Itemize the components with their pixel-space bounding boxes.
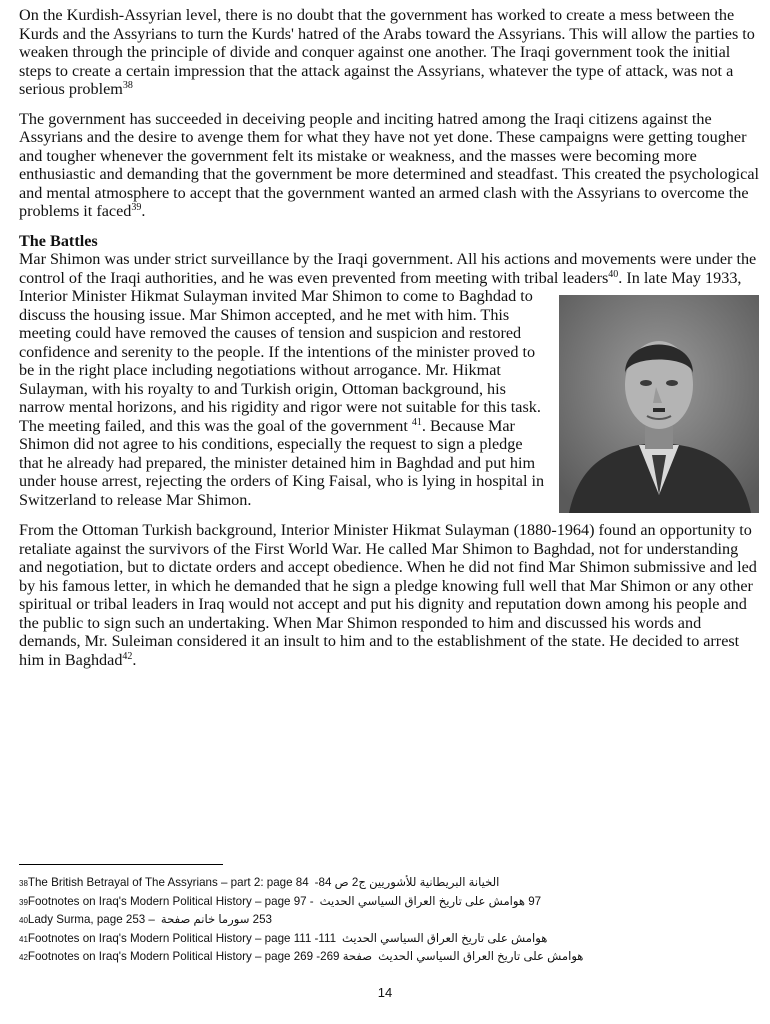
paragraph-4-tail: . (132, 650, 137, 669)
paragraph-2 (19, 110, 761, 221)
footnote-ref-38[interactable]: 38 (122, 80, 133, 91)
battles-section (19, 232, 761, 510)
footnote-ref-39[interactable]: 39 (131, 202, 142, 213)
footnotes (19, 874, 761, 967)
paragraph-3-part-3: . Because Mar Shimon did not agree to his conditions, especially the request to sign a pledge that he already had prepared, the minister detained him in Baghdad and put him under house arrest, rejecting the orders of King Faisal, who is lying in hospital in Switzerland to release Mar Shimon. (19, 416, 545, 509)
paragraph-1-text: On the Kurdish-Assyrian level, there is no doubt that the government has worked to create a mess between the Kurds and the Assyrians to turn the Kurds' hatred of the Arabs toward the Assyrians. This will allow the parties to weaken through the principle of divide and conquer against one another. The Iraqi government took the initial steps to create a certain impression that the attack against the Assyrians, whatever the type of attack, was not a serious problem (19, 6, 755, 98)
footnote-arabic-text: 253 سورما خانم صفحة (160, 913, 272, 927)
paragraph-3-part-2: . In late May 1933, Interior Minister Hikmat Sulayman invited Mar Shimon to come to Baghdad to discuss the housing issue. Mar Shimon accepted, and he met with him. This meeting could have removed the causes of tension and suspicion and restored confidence and serenity to the people. If the intentions of the minister proved to be in the right place including negotiations without arrogance. Mr. Hikmat Sulayman, with his royalty to and Turkish origin, Ottoman background, his narrow mental horizons, and his rigidity and rigor were not suitable for this task. The meeting failed, and this was the goal of the government (19, 268, 742, 435)
footnote-text: Lady Surma, page 253 – (27, 913, 155, 927)
paragraph-2-tail: . (141, 202, 146, 220)
footnote-41: 41 Footnotes on Iraq's Modern Political History – page 111 -111 هوامش على تاريخ العراق السياسي الحديث (19, 930, 761, 949)
footnote-ref-41[interactable]: 41 (411, 416, 422, 428)
footnote-arabic-text: هوامش على تاريخ العراق السياسي الحديث (342, 931, 548, 945)
footnote-arabic-text: هوامش على تاريخ العراق السياسي الحديث (378, 950, 584, 964)
footnote-arabic-text: 97 هوامش على تاريخ العراق السياسي الحديث (319, 894, 542, 908)
footnote-42: 42 Footnotes on Iraq's Modern Political History – page 269 -269 صفحة هوامش على تاريخ العراق السياسي الحديث (19, 948, 761, 967)
footnote-text: Footnotes on Iraq's Modern Political History – page 97 - (27, 894, 314, 908)
paragraph-3 (19, 250, 761, 509)
paragraph-4 (19, 521, 761, 669)
footnote-arabic-text: الخيانة البريطانية للأشوريين ج2 ص 84- (314, 876, 500, 889)
body-text (19, 6, 761, 680)
paragraph-1 (19, 6, 761, 99)
portrait-photo (559, 295, 759, 513)
footnote-40: 40 Lady Surma, page 253 – 253 سورما خانم صفحة (19, 911, 761, 930)
page-number: 14 (377, 985, 393, 1000)
paragraph-3-part-1: Mar Shimon was under strict surveillance by the Iraqi government. All his actions and movements were under the control of the Iraqi authorities, and he was even prevented from meeting with tribal leaders (19, 250, 757, 287)
footnote-text: Footnotes on Iraq's Modern Political History – page 111 -111 (27, 931, 337, 945)
footnote-separator (19, 864, 223, 865)
paragraph-2-text: The government has succeeded in deceiving people and inciting hatred among the Iraqi citizens against the Assyrians and the desire to avenge them for what they have not yet done. These campaigns were getting tougher and tougher whenever the government felt its mistake or weakness, and the masses were becoming more enthusiastic and demanding that the government be more determined and steadfast. This created the psychological and mental atmosphere to accept that the government wanted an armed clash with the Assyrians to overcome the problems it faced (19, 109, 760, 220)
section-heading: The Battles (19, 231, 98, 250)
footnote-ref-42[interactable]: 42 (122, 650, 133, 662)
footnote-text: Footnotes on Iraq's Modern Political History – page 269 -269 صفحة (27, 950, 373, 964)
footnote-text: The British Betrayal of The Assyrians – part 2: page 84 (27, 876, 309, 889)
footnote-39: 39 Footnotes on Iraq's Modern Political History – page 97 - 97 هوامش على تاريخ العراق السياسي الحديث (19, 893, 761, 912)
footnote-38: 38 The British Betrayal of The Assyrians – part 2: page 84 الخيانة البريطانية للأشوريين ج2 ص 84- (19, 874, 761, 893)
footnote-ref-40[interactable]: 40 (608, 268, 619, 280)
paragraph-4-text: From the Ottoman Turkish background, Interior Minister Hikmat Sulayman (1880-1964) found an opportunity to retaliate against the survivors of the First World War. He called Mar Shimon to Baghdad, not for understanding and negotiation, but to dictate orders and accept obedience. When he did not find Mar Shimon submissive and led by his famous letter, in which he demanded that he sign a pledge knowing full well that Mar Shimon or any other spiritual or tribal leaders in Iraq would not accept and put his dignity and reputation down among his people and the public to sign such an undertaking. When Mar Shimon responded to him and discussed his words and demands, Mr. Suleiman considered it an insult to him and to the establishment of the state. He decided to arrest him in Baghdad (19, 521, 757, 669)
